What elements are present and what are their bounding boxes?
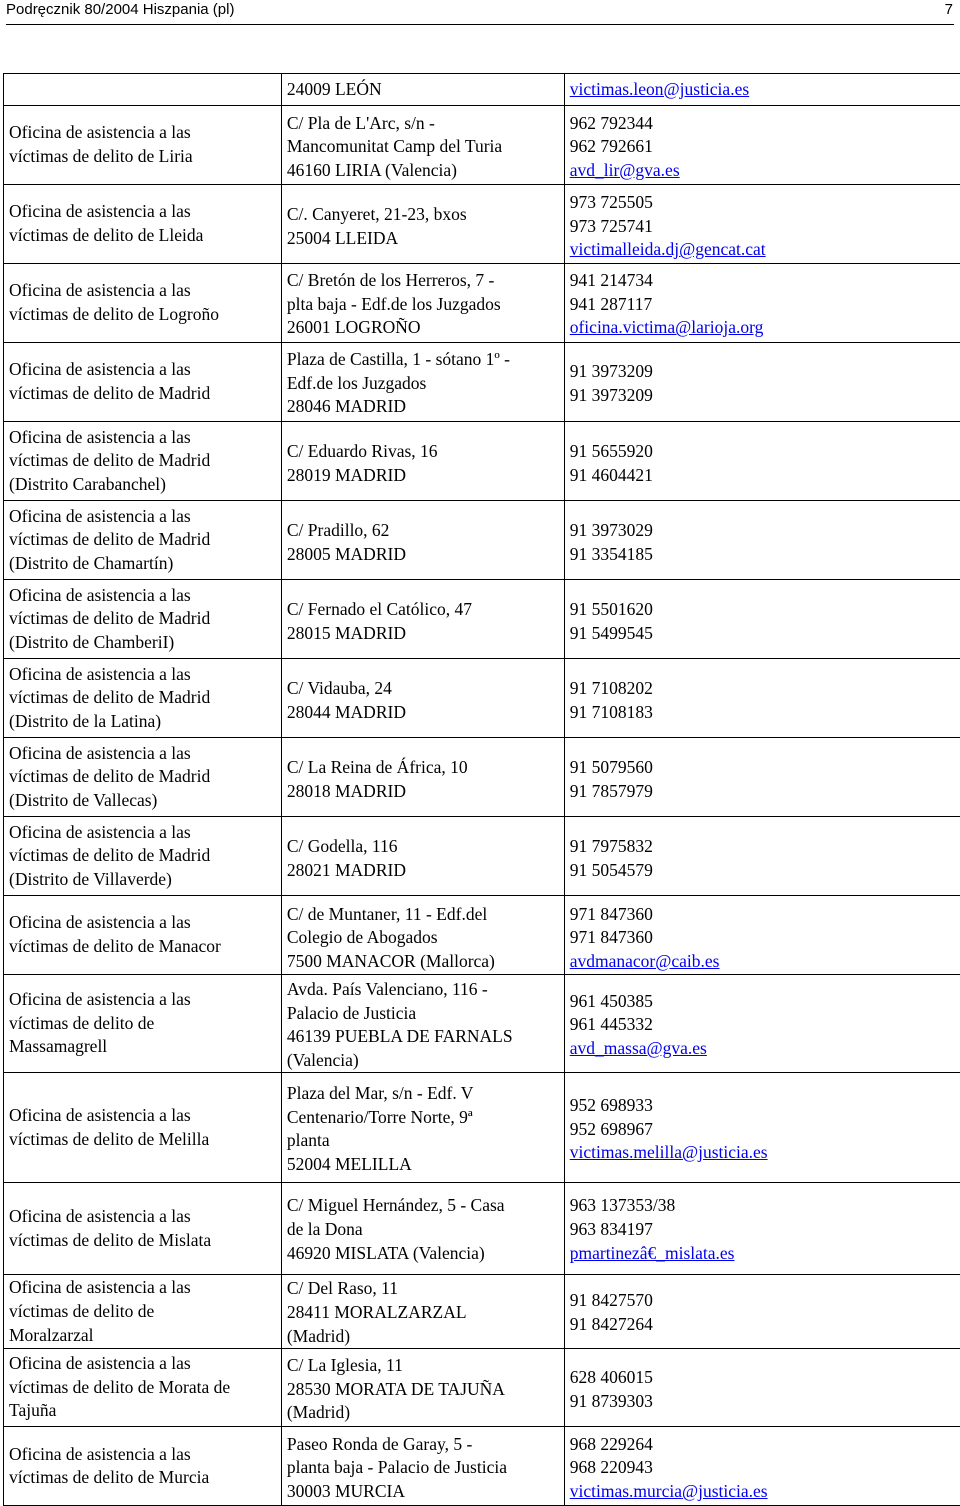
- phone-number: 91 7108183: [570, 701, 957, 725]
- table-row: [4, 74, 960, 106]
- office-name-cell: [4, 1427, 282, 1506]
- address-cell: [281, 1427, 564, 1506]
- table-row: [4, 343, 960, 422]
- table-row: [4, 422, 960, 501]
- address-line: 28005 MADRID: [287, 543, 559, 567]
- contact-cell: [564, 1349, 960, 1427]
- address-line: 28015 MADRID: [287, 622, 559, 646]
- office-name-line: Oficina de asistencia a las: [9, 1443, 276, 1467]
- address-line: C/ Pla de L'Arc, s/n -: [287, 112, 559, 136]
- office-name-line: (Distrito de Villaverde): [9, 868, 276, 892]
- address-cell: [281, 1275, 564, 1349]
- office-name-line: víctimas de delito de Madrid: [9, 844, 276, 868]
- phone-number: 952 698933: [570, 1094, 957, 1118]
- email-link[interactable]: oficina.victima@larioja.org: [570, 316, 957, 340]
- office-name-cell: [4, 1183, 282, 1275]
- address-line: Colegio de Abogados: [287, 926, 559, 950]
- contact-cell: [564, 896, 960, 975]
- office-name-line: víctimas de delito de Madrid: [9, 686, 276, 710]
- phone-number: 91 4604421: [570, 464, 957, 488]
- address-cell: [281, 1183, 564, 1275]
- table-row: [4, 185, 960, 264]
- office-name-line: Oficina de asistencia a las: [9, 911, 276, 935]
- address-line: Plaza del Mar, s/n - Edf. V: [287, 1082, 559, 1106]
- office-name-line: Oficina de asistencia a las: [9, 1205, 276, 1229]
- address-line: Palacio de Justicia: [287, 1002, 559, 1026]
- office-name-line: Oficina de asistencia a las: [9, 505, 276, 529]
- office-name-line: Oficina de asistencia a las: [9, 121, 276, 145]
- phone-number: 968 220943: [570, 1456, 957, 1480]
- contact-cell: [564, 422, 960, 501]
- office-name-cell: [4, 738, 282, 817]
- address-line: C/ de Muntaner, 11 - Edf.del: [287, 903, 559, 927]
- email-link[interactable]: victimas.leon@justicia.es: [570, 78, 957, 102]
- office-name-line: víctimas de delito de Morata de: [9, 1376, 276, 1400]
- page-number: 7: [945, 0, 953, 20]
- address-line: 28046 MADRID: [287, 395, 559, 419]
- office-name-line: víctimas de delito de Murcia: [9, 1466, 276, 1490]
- office-name-line: (Distrito de Vallecas): [9, 789, 276, 813]
- phone-number: 91 3973209: [570, 384, 957, 408]
- table-row: [4, 896, 960, 975]
- phone-number: 973 725505: [570, 191, 957, 215]
- address-line: C/ Fernado el Católico, 47: [287, 598, 559, 622]
- address-line: 28530 MORATA DE TAJUÑA: [287, 1378, 559, 1402]
- phone-number: 962 792344: [570, 112, 957, 136]
- phone-number: 963 137353/38: [570, 1194, 957, 1218]
- header-divider: [6, 24, 954, 25]
- office-name-line: Oficina de asistencia a las: [9, 1104, 276, 1128]
- address-cell: [281, 74, 564, 106]
- contact-cell: [564, 343, 960, 422]
- address-line: planta: [287, 1129, 559, 1153]
- phone-number: 91 5054579: [570, 859, 957, 883]
- address-line: Centenario/Torre Norte, 9ª: [287, 1106, 559, 1130]
- office-name-cell: [4, 580, 282, 659]
- office-name-cell: [4, 817, 282, 896]
- office-name-line: víctimas de delito de Liria: [9, 145, 276, 169]
- contact-cell: [564, 501, 960, 580]
- contact-cell: [564, 264, 960, 343]
- address-line: Avda. País Valenciano, 116 -: [287, 978, 559, 1002]
- table-row: [4, 264, 960, 343]
- office-name-cell: [4, 185, 282, 264]
- address-cell: [281, 1349, 564, 1427]
- phone-number: 941 287117: [570, 293, 957, 317]
- address-line: 28044 MADRID: [287, 701, 559, 725]
- address-line: C/ La Iglesia, 11: [287, 1354, 559, 1378]
- office-name-line: Oficina de asistencia a las: [9, 279, 276, 303]
- office-name-line: Oficina de asistencia a las: [9, 1276, 276, 1300]
- address-line: Edf.de los Juzgados: [287, 372, 559, 396]
- office-name-line: víctimas de delito de Madrid: [9, 607, 276, 631]
- contact-cell: [564, 74, 960, 106]
- address-line: C/ Bretón de los Herreros, 7 -: [287, 269, 559, 293]
- phone-number: 91 3354185: [570, 543, 957, 567]
- office-name-line: Oficina de asistencia a las: [9, 742, 276, 766]
- phone-number: 91 8427570: [570, 1289, 957, 1313]
- table-row: [4, 1073, 960, 1183]
- address-line: Paseo Ronda de Garay, 5 -: [287, 1433, 559, 1457]
- phone-number: 628 406015: [570, 1366, 957, 1390]
- office-name-cell: [4, 74, 282, 106]
- address-line: planta baja - Palacio de Justicia: [287, 1456, 559, 1480]
- address-line: de la Dona: [287, 1218, 559, 1242]
- address-line: 24009 LEÓN: [287, 78, 559, 102]
- phone-number: 91 5499545: [570, 622, 957, 646]
- document-title: Podręcznik 80/2004 Hiszpania (pl): [6, 0, 234, 20]
- table-row: [4, 1349, 960, 1427]
- phone-number: 91 3973029: [570, 519, 957, 543]
- address-cell: [281, 975, 564, 1073]
- address-line: 28019 MADRID: [287, 464, 559, 488]
- address-cell: [281, 817, 564, 896]
- victim-offices-table: [3, 73, 960, 1506]
- phone-number: 91 5079560: [570, 756, 957, 780]
- contact-cell: [564, 580, 960, 659]
- office-name-line: víctimas de delito de: [9, 1300, 276, 1324]
- office-name-line: Tajuña: [9, 1399, 276, 1423]
- address-cell: [281, 264, 564, 343]
- email-link[interactable]: pmartinezâ€_mislata.es: [570, 1242, 957, 1266]
- contact-cell: [564, 1183, 960, 1275]
- table-row: [4, 817, 960, 896]
- office-name-line: víctimas de delito de Madrid: [9, 528, 276, 552]
- office-name-line: Moralzarzal: [9, 1324, 276, 1348]
- email-link[interactable]: victimas.melilla@justicia.es: [570, 1141, 957, 1165]
- phone-number: 963 834197: [570, 1218, 957, 1242]
- table-row: [4, 1275, 960, 1349]
- contact-cell: [564, 185, 960, 264]
- office-name-line: víctimas de delito de Madrid: [9, 449, 276, 473]
- address-cell: [281, 501, 564, 580]
- office-name-cell: [4, 264, 282, 343]
- page-header: [0, 0, 960, 24]
- contact-cell: [564, 738, 960, 817]
- address-line: 46160 LIRIA (Valencia): [287, 159, 559, 183]
- office-name-line: víctimas de delito de: [9, 1012, 276, 1036]
- phone-number: 952 698967: [570, 1118, 957, 1142]
- address-line: Plaza de Castilla, 1 - sótano 1º -: [287, 348, 559, 372]
- address-line: plta baja - Edf.de los Juzgados: [287, 293, 559, 317]
- office-name-cell: [4, 896, 282, 975]
- address-cell: [281, 106, 564, 185]
- address-line: 7500 MANACOR (Mallorca): [287, 950, 559, 974]
- office-name-line: Massamagrell: [9, 1035, 276, 1059]
- address-line: 28018 MADRID: [287, 780, 559, 804]
- office-name-line: (Distrito de ChamberiI): [9, 631, 276, 655]
- table-row: [4, 501, 960, 580]
- address-line: (Madrid): [287, 1325, 559, 1349]
- office-name-line: (Distrito Carabanchel): [9, 473, 276, 497]
- phone-number: 91 3973209: [570, 360, 957, 384]
- office-name-line: Oficina de asistencia a las: [9, 821, 276, 845]
- address-line: C/ Del Raso, 11: [287, 1277, 559, 1301]
- phone-number: 91 7108202: [570, 677, 957, 701]
- office-name-line: Oficina de asistencia a las: [9, 663, 276, 687]
- address-cell: [281, 1073, 564, 1183]
- office-name-line: Oficina de asistencia a las: [9, 584, 276, 608]
- email-link[interactable]: avd_lir@gva.es: [570, 159, 957, 183]
- contact-cell: [564, 106, 960, 185]
- table-row: [4, 106, 960, 185]
- address-line: C/ Vidauba, 24: [287, 677, 559, 701]
- address-line: 52004 MELILLA: [287, 1153, 559, 1177]
- phone-number: 91 7975832: [570, 835, 957, 859]
- table-row: [4, 1427, 960, 1506]
- address-line: 26001 LOGROÑO: [287, 316, 559, 340]
- address-line: Mancomunitat Camp del Turia: [287, 135, 559, 159]
- phone-number: 971 847360: [570, 903, 957, 927]
- table-row: [4, 1183, 960, 1275]
- office-name-cell: [4, 106, 282, 185]
- phone-number: 941 214734: [570, 269, 957, 293]
- address-line: C/ Miguel Hernández, 5 - Casa: [287, 1194, 559, 1218]
- contact-cell: [564, 659, 960, 738]
- office-name-line: Oficina de asistencia a las: [9, 1352, 276, 1376]
- phone-number: 961 445332: [570, 1013, 957, 1037]
- email-link[interactable]: victimalleida.dj@gencat.cat: [570, 238, 957, 262]
- phone-number: 973 725741: [570, 215, 957, 239]
- office-name-line: Oficina de asistencia a las: [9, 426, 276, 450]
- table-row: [4, 580, 960, 659]
- phone-number: 968 229264: [570, 1433, 957, 1457]
- office-name-cell: [4, 1349, 282, 1427]
- contact-cell: [564, 1073, 960, 1183]
- phone-number: 91 5501620: [570, 598, 957, 622]
- contact-cell: [564, 1427, 960, 1506]
- table-row: [4, 738, 960, 817]
- address-line: (Valencia): [287, 1049, 559, 1073]
- address-line: C/ Eduardo Rivas, 16: [287, 440, 559, 464]
- office-name-line: víctimas de delito de Logroño: [9, 303, 276, 327]
- office-name-cell: [4, 343, 282, 422]
- office-name-line: Oficina de asistencia a las: [9, 988, 276, 1012]
- address-line: 28411 MORALZARZAL: [287, 1301, 559, 1325]
- address-line: C/ La Reina de África, 10: [287, 756, 559, 780]
- address-line: 46139 PUEBLA DE FARNALS: [287, 1025, 559, 1049]
- contact-cell: [564, 817, 960, 896]
- email-link[interactable]: avd_massa@gva.es: [570, 1037, 957, 1061]
- office-name-line: víctimas de delito de Mislata: [9, 1229, 276, 1253]
- office-name-cell: [4, 1275, 282, 1349]
- email-link[interactable]: avdmanacor@caib.es: [570, 950, 957, 974]
- address-cell: [281, 659, 564, 738]
- address-cell: [281, 580, 564, 659]
- office-name-line: víctimas de delito de Madrid: [9, 382, 276, 406]
- address-line: 25004 LLEIDA: [287, 227, 559, 251]
- address-cell: [281, 343, 564, 422]
- email-link[interactable]: victimas.murcia@justicia.es: [570, 1480, 957, 1504]
- table-row: [4, 975, 960, 1073]
- office-name-line: víctimas de delito de Madrid: [9, 765, 276, 789]
- address-line: C/. Canyeret, 21-23, bxos: [287, 203, 559, 227]
- office-name-line: (Distrito de la Latina): [9, 710, 276, 734]
- phone-number: 91 5655920: [570, 440, 957, 464]
- office-name-cell: [4, 659, 282, 738]
- contact-cell: [564, 975, 960, 1073]
- phone-number: 91 7857979: [570, 780, 957, 804]
- office-name-line: (Distrito de Chamartín): [9, 552, 276, 576]
- address-cell: [281, 185, 564, 264]
- address-line: 46920 MISLATA (Valencia): [287, 1242, 559, 1266]
- office-name-line: víctimas de delito de Manacor: [9, 935, 276, 959]
- address-cell: [281, 422, 564, 501]
- office-name-line: víctimas de delito de Melilla: [9, 1128, 276, 1152]
- address-cell: [281, 738, 564, 817]
- office-name-cell: [4, 975, 282, 1073]
- address-line: (Madrid): [287, 1401, 559, 1425]
- phone-number: 962 792661: [570, 135, 957, 159]
- phone-number: 961 450385: [570, 990, 957, 1014]
- table-row: [4, 659, 960, 738]
- address-line: C/ Godella, 116: [287, 835, 559, 859]
- office-name-cell: [4, 422, 282, 501]
- office-name-line: Oficina de asistencia a las: [9, 200, 276, 224]
- office-name-line: víctimas de delito de Lleida: [9, 224, 276, 248]
- phone-number: 91 8427264: [570, 1313, 957, 1337]
- office-name-cell: [4, 501, 282, 580]
- address-cell: [281, 896, 564, 975]
- phone-number: 91 8739303: [570, 1390, 957, 1414]
- address-line: 30003 MURCIA: [287, 1480, 559, 1504]
- office-name-cell: [4, 1073, 282, 1183]
- phone-number: 971 847360: [570, 926, 957, 950]
- office-name-line: Oficina de asistencia a las: [9, 358, 276, 382]
- address-line: C/ Pradillo, 62: [287, 519, 559, 543]
- contact-cell: [564, 1275, 960, 1349]
- address-line: 28021 MADRID: [287, 859, 559, 883]
